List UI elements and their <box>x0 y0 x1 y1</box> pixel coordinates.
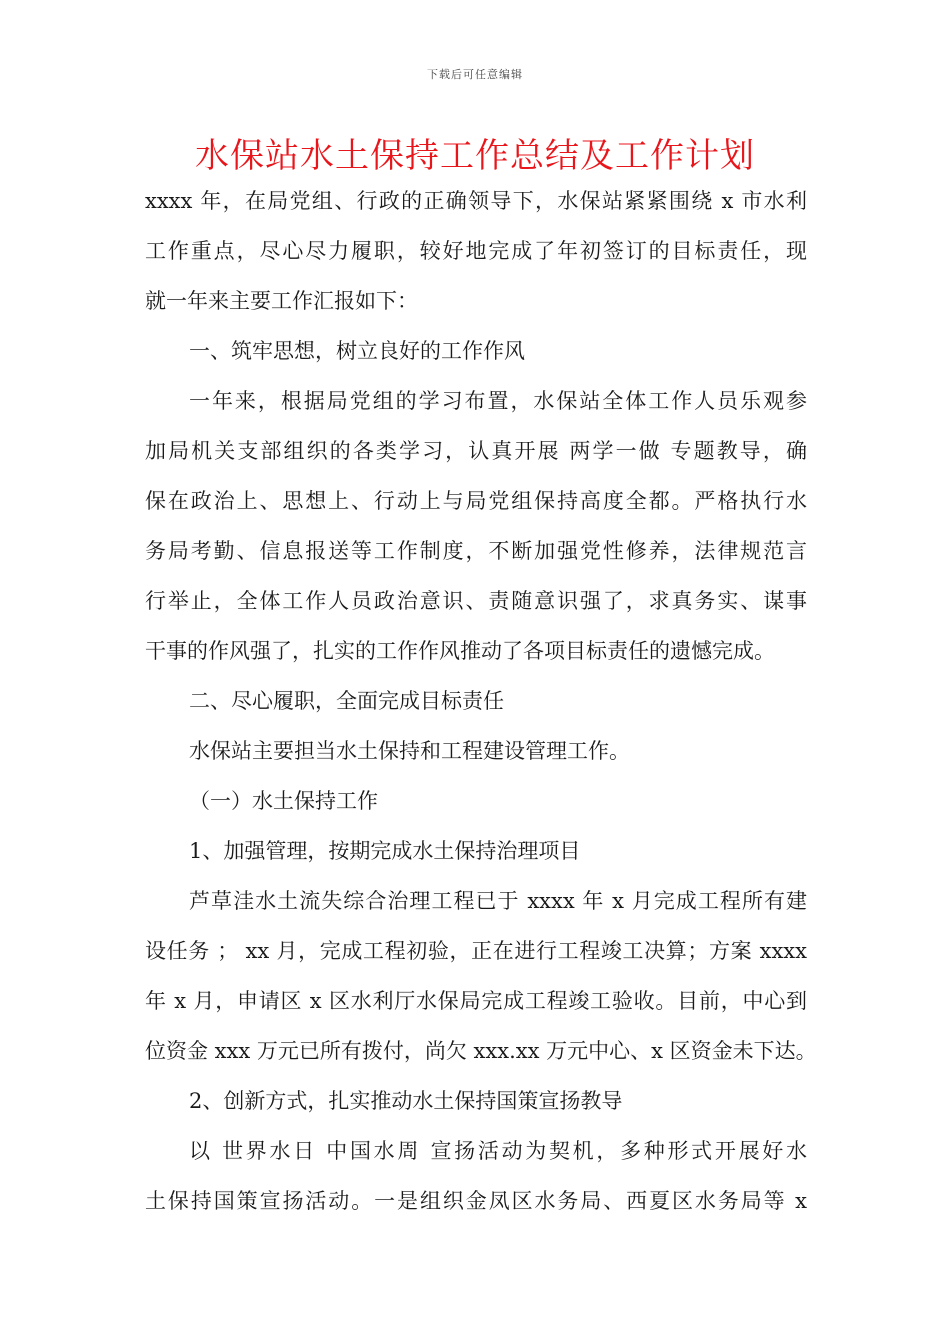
subsection-heading: 1、加强管理，按期完成水土保持治理项目 <box>189 839 581 863</box>
paragraph-line: 保在政治上、思想上、行动上与局党组保持高度全都。严格执行水 <box>145 489 807 513</box>
subsection-heading: （一）水土保持工作 <box>189 789 378 813</box>
section-heading: 一、筑牢思想，树立良好的工作作风 <box>189 339 525 363</box>
paragraph-line: 芦草洼水土流失综合治理工程已于 xxxx 年 x 月完成工程所有建 <box>189 889 807 913</box>
document-title: 水保站水土保持工作总结及工作计划 <box>195 136 755 176</box>
paragraph-line: xxxx 年，在局党组、行政的正确领导下，水保站紧紧围绕 x 市水利 <box>145 189 807 213</box>
paragraph-line: 土保持国策宣扬活动。一是组织金凤区水务局、西夏区水务局等 x <box>145 1189 807 1213</box>
paragraph-line: 干事的作风强了，扎实的工作作风推动了各项目标责任的遗憾完成。 <box>145 639 775 663</box>
paragraph-line: 工作重点，尽心尽力履职，较好地完成了年初签订的目标责任，现 <box>145 239 807 263</box>
document-body <box>145 176 817 1226</box>
paragraph-line: 就一年来主要工作汇报如下： <box>145 289 418 313</box>
subsection-heading: 2、创新方式，扎实推动水土保持国策宣扬教导 <box>189 1089 623 1113</box>
paragraph-line: 行举止，全体工作人员政治意识、责随意识强了，求真务实、谋事 <box>145 589 807 613</box>
paragraph-line: 一年来，根据局党组的学习布置，水保站全体工作人员乐观参 <box>189 389 807 413</box>
paragraph-line: 年 x 月，申请区 x 区水利厅水保局完成工程竣工验收。目前，中心到 <box>145 989 807 1013</box>
paragraph-line: 以 世界水日 中国水周 宣扬活动为契机，多种形式开展好水 <box>189 1139 807 1163</box>
paragraph-line: 位资金 xxx 万元已所有拨付，尚欠 xxx.xx 万元中心、x 区资金未下达。 <box>145 1039 817 1063</box>
paragraph-line: 设任务 ； xx 月，完成工程初验，正在进行工程竣工决算；方案 xxxx <box>145 939 807 963</box>
paragraph-line: 水保站主要担当水土保持和工程建设管理工作。 <box>189 739 630 763</box>
page-header-note: 下载后可任意编辑 <box>427 68 523 81</box>
section-heading: 二、尽心履职，全面完成目标责任 <box>189 689 504 713</box>
paragraph-line: 加局机关支部组织的各类学习，认真开展 两学一做 专题教导，确 <box>145 439 807 463</box>
paragraph-line: 务局考勤、信息报送等工作制度，不断加强党性修养，法律规范言 <box>145 539 807 563</box>
